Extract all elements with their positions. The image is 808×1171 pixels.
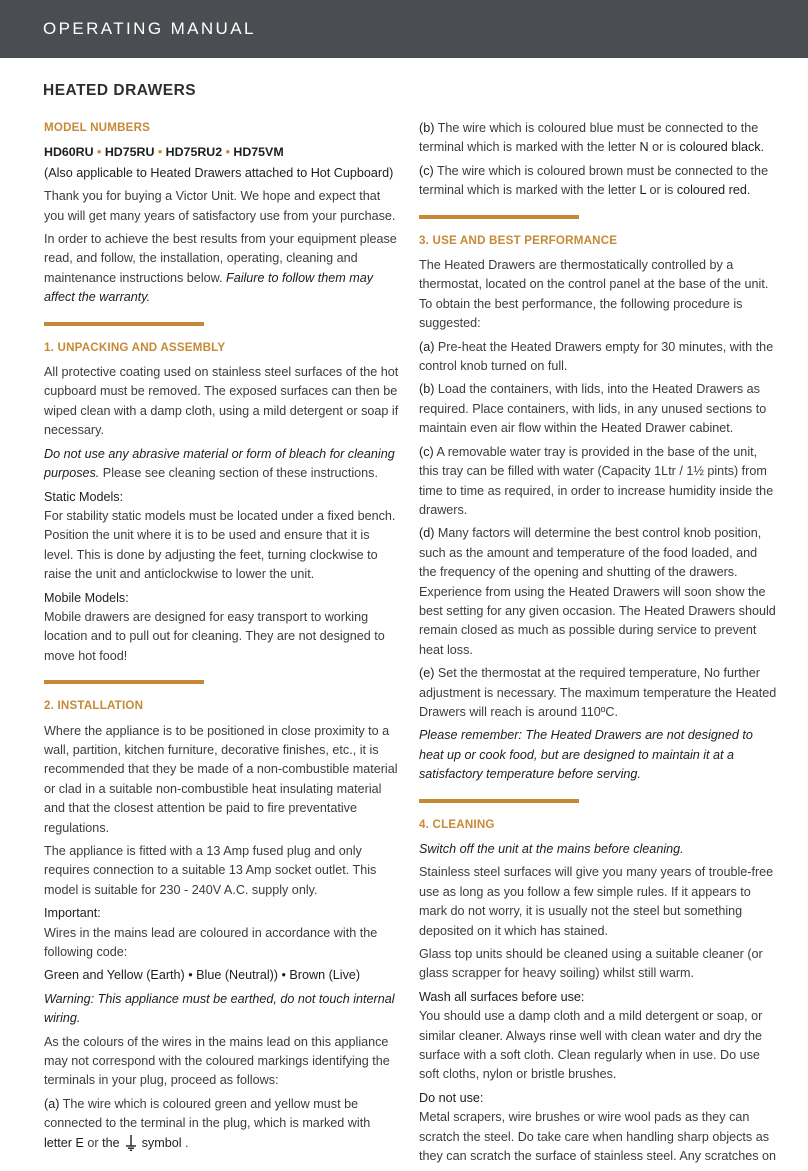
cleaning-paragraph: Glass top units should be cleaned using a suitable cleaner (or glass scrapper for heavy soiling) whilst still warm. [419, 947, 763, 981]
header-bar [0, 0, 808, 58]
item-text: or is [646, 183, 677, 198]
use-step-e [419, 664, 777, 722]
intro-paragraph: Thank you for buying a Victor Unit. We hope and expect that you will get many years of satisfactory use from your purchase. [44, 189, 396, 223]
terminal-colour: coloured red [676, 183, 747, 198]
item-label: (b) [419, 382, 435, 397]
model-number: HD75RU [104, 145, 155, 160]
cleaning-heading: 4. CLEANING [419, 817, 495, 831]
document-title: HEATED DRAWERS [43, 82, 197, 99]
use-step-a [419, 338, 777, 377]
terminal-colour: coloured black [679, 140, 761, 155]
terminal-letter: N [639, 140, 649, 155]
model-number: HD60RU [44, 145, 94, 160]
use-step-b [419, 380, 777, 438]
item-text: or [83, 1135, 103, 1150]
model-separator: • [157, 145, 163, 160]
item-label: (c) [419, 163, 434, 178]
section-divider [44, 322, 204, 326]
intro-paragraph [44, 230, 400, 308]
terminal-letter: L [639, 183, 647, 198]
item-text: or is [648, 140, 680, 155]
terminal-letter: letter E [44, 1135, 84, 1150]
mobile-models-label: Mobile Models: [44, 590, 129, 605]
static-models-colon: : [119, 489, 124, 504]
static-models-label-text: Static Models [44, 489, 120, 504]
item-text: The wire which is coloured blue must be connected to the terminal which is marked with the letter [419, 121, 759, 155]
left-column [44, 118, 400, 1157]
model-list [44, 143, 400, 162]
header-title: OPERATING MANUAL [43, 19, 256, 38]
earth-symbol-icon [124, 1135, 138, 1151]
right-column [419, 119, 777, 1171]
section-divider [419, 215, 579, 219]
item-label: (a) [44, 1096, 60, 1111]
item-label: (e) [419, 666, 435, 681]
installation-paragraph: The appliance is fitted with a 13 Amp fused plug and only requires connection to a suitable 13 Amp socket outlet. This model is suitable for 230 - 240V A.C. supply only. [44, 844, 377, 897]
unpacking-heading: 1. UNPACKING AND ASSEMBLY [44, 340, 226, 354]
wire-instruction-b [419, 119, 777, 158]
section-divider [419, 799, 579, 803]
do-not-use-text: Metal scrapers, wire brushes or wire wool pads as they can scratch the steel. Do take care when handling sharp objects as they can scratch the surface of stainless steel. Any scratches on [419, 1110, 777, 1164]
wash-label: Wash all surfaces before use: [419, 989, 585, 1004]
warranty-warning: Failure to follow them may affect the warranty. [44, 270, 373, 305]
use-paragraph: The Heated Drawers are thermostatically controlled by a thermostat, located on the control panel at the base of the unit. To obtain the best performance, the following procedure is suggested: [419, 258, 769, 331]
item-label: (c) [419, 444, 434, 459]
item-text: . [746, 183, 751, 198]
item-text: A removable water tray is provided in the base of the unit, this tray can be filled with water (Capacity 1Ltr / 1½ pints) from time to time as required, in order to increase humidity inside the drawers. [419, 444, 774, 517]
item-text: the [102, 1135, 120, 1150]
installation-paragraph: As the colours of the wires in the mains lead on this appliance may not correspond with the coloured markings identifying the terminals in your plug, proceed as follows: [44, 1034, 390, 1088]
item-text: symbol [141, 1135, 182, 1150]
model-number: HD75VM [233, 145, 284, 160]
cleaning-paragraph: Stainless steel surfaces will give you many years of trouble-free use as long as you follow a few simple rules. If it appears to mark do not worry, it is usually not the steel but something deposited on it which has stained. [419, 865, 774, 938]
item-text: Load the containers, with lids, into the Heated Drawers as required. Place containers, with lids, in any unused sections to maintain even air flow within the Heated Drawer cabinet. [419, 382, 767, 436]
model-number: HD75RU2 [165, 145, 223, 160]
item-text: . [181, 1135, 189, 1150]
mobile-models-text: Mobile drawers are designed for easy transport to working location and to pull out for cleaning. They are not designed to move hot food! [44, 609, 385, 663]
use-heading: 3. USE AND BEST PERFORMANCE [419, 233, 618, 247]
earthing-warning: Warning: This appliance must be earthed, do not touch internal wiring. [44, 991, 395, 1026]
wire-colour-code: Green and Yellow (Earth) • Blue (Neutral)) • Brown (Live) [44, 968, 361, 983]
static-models-label [44, 488, 400, 507]
wire-instruction-c [419, 162, 777, 201]
item-text: Set the thermostat at the required temperature, No further adjustment is necessary. The maximum temperature the Heated Drawers will reach is around 110ºC. [419, 666, 777, 719]
installation-heading: 2. INSTALLATION [44, 699, 144, 713]
abrasive-warning-text: Please see cleaning section of these instructions. [99, 466, 378, 481]
item-label: (a) [419, 339, 435, 354]
item-label: (d) [419, 526, 435, 541]
unpacking-paragraph: All protective coating used on stainless steel surfaces of the hot cupboard must be removed. The exposed surfaces can then be wiped clean with a damp cloth, using a mild detergent or soap if necessary. [44, 365, 399, 438]
wire-instruction-a [44, 1095, 400, 1153]
wash-text: You should use a damp cloth and a mild detergent or soap, or similar cleaner. Always rinse well with clean water and dry the surface with a soft cloth. Clean regularly when in use. Do use soft cloths, nylon or bristle brushes. [419, 1009, 763, 1082]
do-not-use-label: Do not use: [419, 1090, 484, 1105]
model-separator: • [97, 145, 102, 160]
applicability-note: (Also applicable to Heated Drawers attached to Hot Cupboard) [44, 165, 394, 180]
item-label: (b) [419, 121, 435, 135]
model-numbers-heading: MODEL NUMBERS [44, 121, 151, 134]
item-text: The wire which is coloured brown must be connected to the terminal which is marked with the letter [419, 163, 769, 198]
static-models-text: For stability static models must be located under a fixed bench. Position the unit where it is to be used and ensure that it is level. This is done by adjusting the feet, turning clockwise to raise the unit and anticlockwise to lower the unit. [44, 508, 396, 582]
abrasive-warning-italic: Do not use any abrasive material or form of bleach for cleaning purposes. [44, 446, 395, 481]
item-text: . [760, 140, 765, 155]
important-text: Wires in the mains lead are coloured in accordance with the following code: [44, 925, 378, 960]
switch-off-warning: Switch off the unit at the mains before cleaning. [419, 842, 684, 856]
item-text: Pre-heat the Heated Drawers empty for 30 minutes, with the control knob turned on full. [419, 339, 774, 374]
installation-paragraph: Where the appliance is to be positioned in close proximity to a wall, partition, kitchen furniture, decorative finishes, etc., it is recommended that they be made of a non-combustible material or clad in a suitable non-combustible heat insulating material and that the closest attention be paid to fire preventative regulations. [44, 723, 398, 835]
abrasive-warning [44, 445, 400, 484]
item-text: The wire which is coloured green and yellow must be connected to the terminal in the plug, which is marked with [44, 1096, 371, 1131]
intro-text: In order to achieve the best results from your equipment please read, and follow, the installation, operating, cleaning and maintenance instructions below. [44, 232, 397, 285]
section-divider [44, 680, 204, 684]
important-label: Important: [44, 906, 101, 921]
use-step-c [419, 443, 777, 521]
model-separator: • [225, 145, 230, 160]
use-step-d [419, 524, 777, 660]
item-text: Many factors will determine the best control knob position, such as the amount and temperature of the food loaded, and the frequency of the opening and shutting of the drawers. Experience from using the Heated Drawers will soon show the best setting for any given occasion. The Heated Drawers should remain closed as much as possible during service to prevent heat loss. [419, 526, 776, 657]
use-reminder: Please remember: The Heated Drawers are not designed to heat up or cook food, but are designed to maintain it at a satisfactory temperature before serving. [419, 728, 753, 782]
